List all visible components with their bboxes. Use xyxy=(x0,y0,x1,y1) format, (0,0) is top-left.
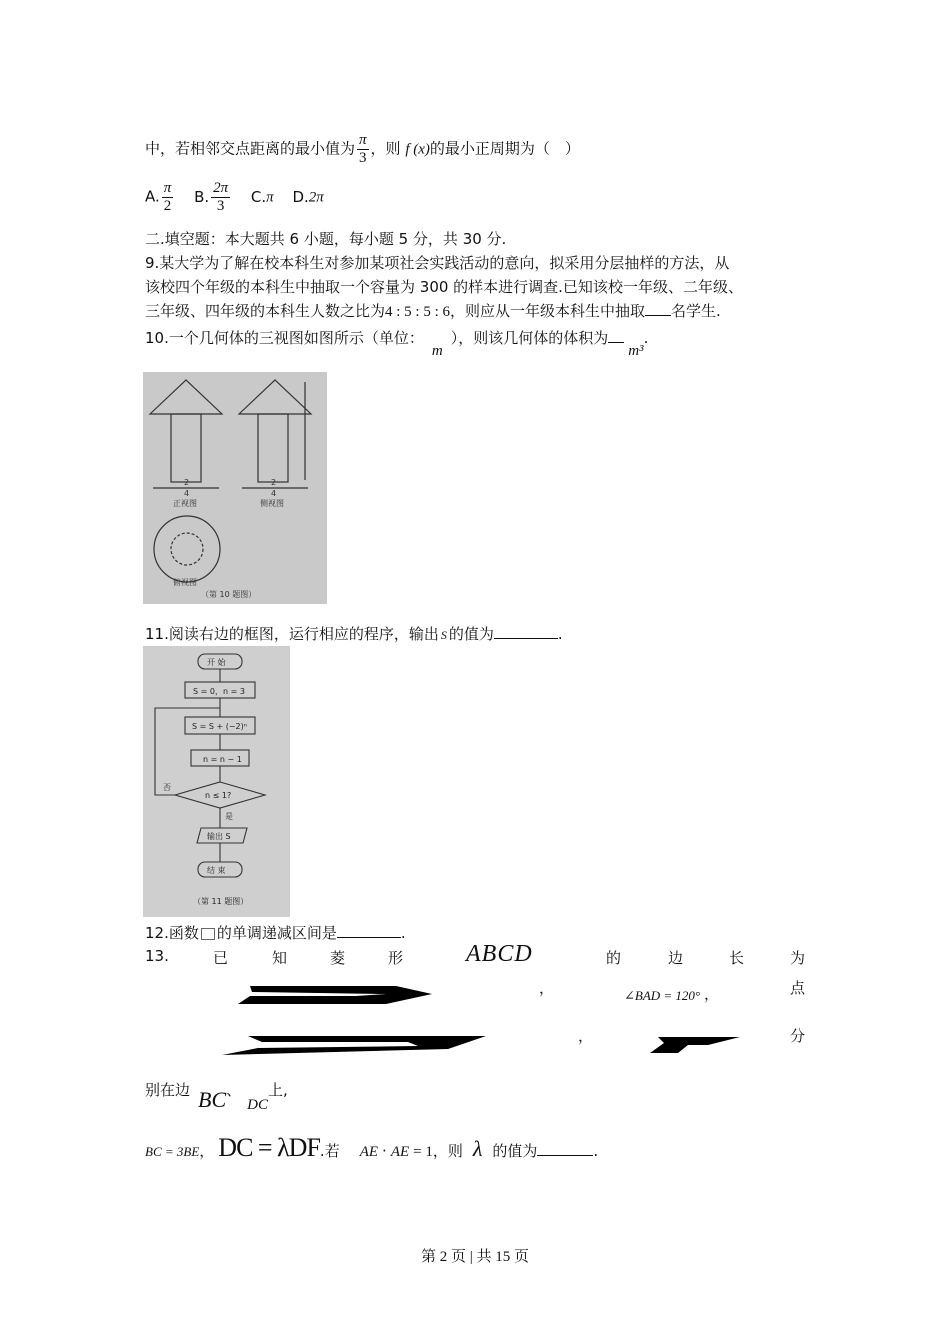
option-b-fraction xyxy=(211,180,230,214)
q11-answer-blank xyxy=(494,638,558,639)
q13-corrupt-formula-1 xyxy=(236,984,432,1006)
q13-number: 13. xyxy=(145,947,169,965)
q11-end: . xyxy=(557,625,563,643)
q8-options xyxy=(145,180,324,214)
q13-answer-blank xyxy=(537,1155,593,1156)
option-a-num: π xyxy=(163,180,172,196)
q13-comma-5: ，则 xyxy=(432,1142,463,1160)
q13-line3 xyxy=(145,1075,288,1113)
q10-answer-blank xyxy=(608,342,624,343)
q10-text-a: 10.一个几何体的三视图如图所示（单位： xyxy=(145,329,424,347)
q8-prefix: 中，若相邻交点距离的最小值为 xyxy=(145,139,356,158)
q13-word-7: 长 xyxy=(729,949,745,967)
flow-output-label: 输出 S xyxy=(207,832,231,841)
q9-line2: 该校四个年级的本科生中抽取一个容量为 300 的样本进行调查.已知该校一年级、二年级、 xyxy=(145,278,743,296)
angle-bad: ∠BAD = 120° xyxy=(624,988,701,1003)
page-footer: 第 2 页 | 共 15 页 xyxy=(420,1249,529,1265)
q9-line3-c: 名学生. xyxy=(671,302,721,320)
flow-yes-label: 是 xyxy=(225,812,233,821)
q13-corrupt-formula-2 xyxy=(218,1033,486,1057)
option-c-value: π xyxy=(266,189,274,206)
q9-line3-a: 三年级、四年级的本科生人数之比为 xyxy=(145,302,386,320)
q13-word-1: 已 xyxy=(213,949,229,967)
q11-text-a: 11.阅读右边的框图，运行相应的程序，输出 xyxy=(145,625,439,643)
vector-ae-2: AE xyxy=(390,1144,410,1160)
option-b-label: B. xyxy=(194,187,210,206)
q10-three-view-figure xyxy=(143,372,327,604)
q12-answer-blank xyxy=(337,937,401,938)
flow-no-label: 否 xyxy=(163,783,171,792)
eq-one: = 1 xyxy=(413,1144,433,1160)
flow-cond-label: n ≤ 1? xyxy=(205,791,232,800)
q13-end: . xyxy=(593,1142,599,1160)
function-image-placeholder xyxy=(201,928,215,940)
q13-word-2: 知 xyxy=(272,949,288,967)
q8-tail-line xyxy=(145,132,580,166)
q10-unit-m: m xyxy=(431,343,443,359)
option-a-fraction xyxy=(162,180,174,214)
q12-text-a: 12.函数 xyxy=(145,924,199,942)
side-dim-2: 2 xyxy=(271,478,277,487)
front-view-roof xyxy=(150,380,222,414)
front-dim-4: 4 xyxy=(184,489,190,498)
dot-operator: · xyxy=(382,1142,387,1160)
option-a-den: 2 xyxy=(163,197,172,214)
option-d-label: D. xyxy=(292,187,309,206)
flow-init-label: S = 0，n = 3 xyxy=(193,687,245,696)
side-view-roof xyxy=(239,380,311,414)
section2-header: 二.填空题：本大题共 6 小题，每小题 5 分，共 30 分. xyxy=(145,230,507,248)
q13-line3-b: 上, xyxy=(268,1081,288,1099)
q8-fraction xyxy=(357,132,369,166)
fig11-caption: （第 11 题图） xyxy=(193,897,249,906)
option-c-label: C. xyxy=(250,187,267,206)
q13-word-8: 为 xyxy=(790,949,806,967)
q13-sep: 、 xyxy=(226,1081,242,1099)
fig10-caption: （第 10 题图） xyxy=(201,590,257,599)
flowchart-drawing xyxy=(143,646,290,917)
q13-val: 的值为 xyxy=(492,1142,538,1160)
q12-end: . xyxy=(400,924,406,942)
side-view-body xyxy=(258,414,288,482)
lambda-symbol: λ xyxy=(472,1136,483,1161)
eq-bc-3be: BC = 3BE xyxy=(145,1144,200,1159)
q13-ruo: .若 xyxy=(319,1142,340,1160)
q13-line4 xyxy=(145,1133,598,1163)
q11-flowchart-figure xyxy=(143,646,290,917)
q11-text-b: 的值为 xyxy=(448,625,494,643)
q10-line xyxy=(145,327,649,359)
q13-word-4: 形 xyxy=(388,949,404,967)
top-view-outer-circle xyxy=(154,516,220,582)
q10-unit-m3: m³ xyxy=(628,343,644,359)
three-view-drawing xyxy=(143,372,327,604)
q9-ratio: 4 : 5 : 5 : 6 xyxy=(385,304,451,320)
segment-bc: BC xyxy=(198,1087,227,1112)
vector-ae-1: AE xyxy=(359,1144,379,1160)
front-view-body xyxy=(171,414,201,482)
flow-update-s-label: S = S + (−2)ⁿ xyxy=(192,722,247,731)
option-a-label: A. xyxy=(145,187,160,206)
q13-word-fen: 分 xyxy=(790,1027,806,1045)
q13-line3-a: 别在边 xyxy=(145,1081,191,1099)
q9-line3 xyxy=(145,300,721,321)
q13-corrupt-formula-3 xyxy=(648,1035,740,1055)
front-dim-2: 2 xyxy=(184,478,190,487)
q8-suffix: 的最小正周期为（ ） xyxy=(429,139,580,158)
q13-word-3: 菱 xyxy=(330,949,346,967)
q8-mid: ，则 xyxy=(370,139,401,158)
front-view-label: 正视图 xyxy=(173,499,197,508)
q8-frac-num: π xyxy=(359,132,367,148)
q9-answer-blank xyxy=(645,315,671,316)
q9-line3-b: ，则应从一年级本科生中抽取 xyxy=(450,302,646,320)
q13-word-5: 的 xyxy=(606,949,622,967)
q8-fx: f (x) xyxy=(405,141,430,158)
q11-var-s: S xyxy=(440,628,447,642)
eq-dc-lambda-df: DC = λDF xyxy=(218,1133,320,1162)
q13-word-6: 边 xyxy=(668,949,684,967)
rhombus-abcd: ABCD xyxy=(466,941,533,967)
q11-line xyxy=(145,623,563,644)
top-view-label: 俯视图 xyxy=(173,578,197,587)
q13-word-dian: 点 xyxy=(790,979,806,997)
option-b-den: 3 xyxy=(216,197,225,214)
flow-end-label: 结 束 xyxy=(207,866,226,875)
q13-comma-4: ， xyxy=(199,1142,215,1160)
option-b-num: 2π xyxy=(213,180,229,196)
flow-start-label: 开 始 xyxy=(207,658,226,667)
q9-line1: 9.某大学为了解在校本科生对参加某项社会实践活动的意向，拟采用分层抽样的方法，从 xyxy=(145,254,730,272)
q12-text-b: 的单调递减区间是 xyxy=(216,924,337,942)
side-dim-4: 4 xyxy=(271,489,277,498)
segment-dc: DC xyxy=(247,1097,268,1113)
top-view-inner-circle xyxy=(171,533,203,565)
q13-comma-3: ， xyxy=(578,1027,594,1045)
q10-text-b: ），则该几何体的体积为 xyxy=(450,329,609,347)
q13-comma-1: ， xyxy=(539,979,555,997)
option-d-value: 2π xyxy=(308,189,324,206)
side-view-label: 侧视图 xyxy=(260,499,284,508)
q8-frac-den: 3 xyxy=(359,149,367,166)
q13-comma-2: ， xyxy=(704,985,720,1003)
q10-end: . xyxy=(643,329,649,347)
flow-update-n-label: n = n − 1 xyxy=(203,755,242,764)
q12-line xyxy=(145,922,406,943)
